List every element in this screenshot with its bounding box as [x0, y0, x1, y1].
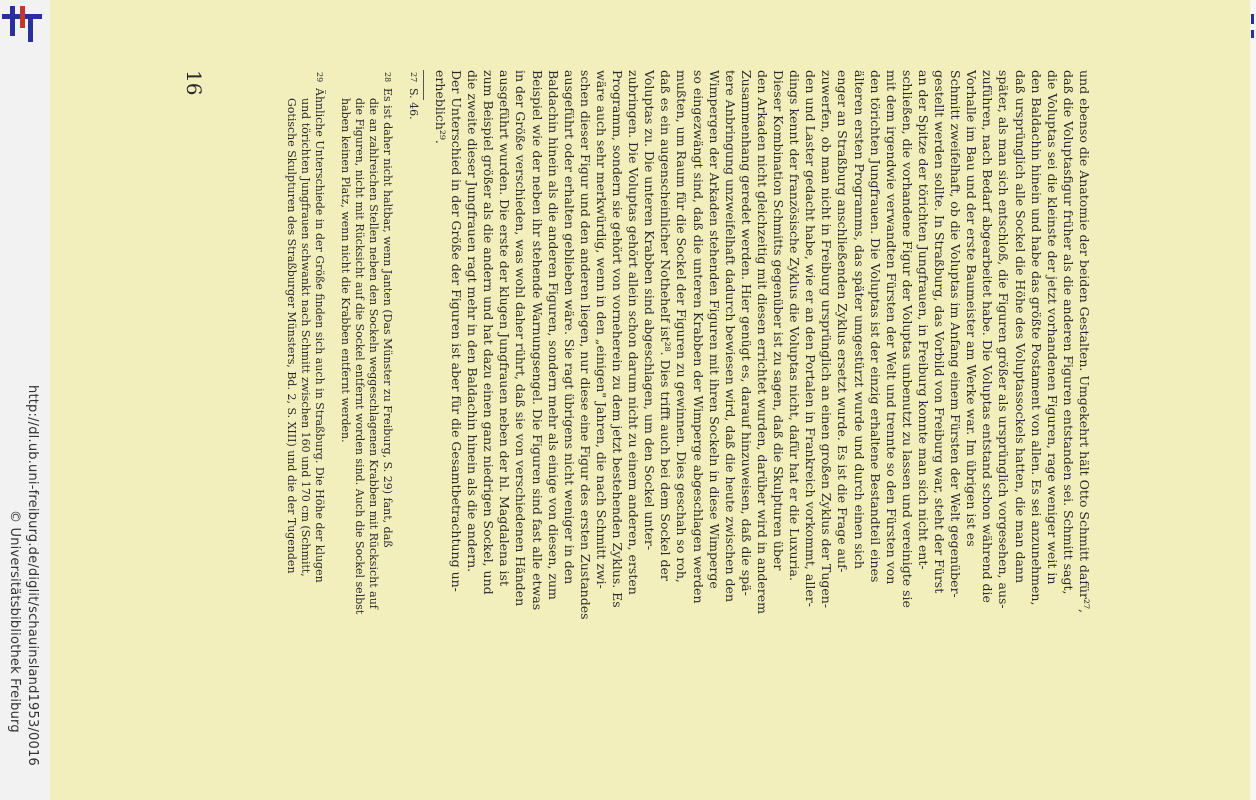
- footnote-number: 29: [315, 72, 324, 83]
- footnote-line: die Figuren, nicht mit Rücksicht auf die Sockel entfernt worden sind. Auch die Sockel selbst: [353, 98, 366, 615]
- text-line: tere Anbringung unzweifelhaft dadurch bewiesen wird, daß die heute zwischen den: [722, 70, 738, 602]
- text-line: zuwerfen, ob man nicht in Freiburg ursprünglich an einen großen Zyklus der Tugen-: [819, 70, 835, 609]
- text-line: und ebenso die Anatomie der beiden Gestalten. Umgekehrt hält Otto Schmitt dafür²⁷,: [1077, 70, 1092, 614]
- text-line: Zusammenhang geredet werden. Hier genügt es, darauf hinzuweisen, daß die spä-: [738, 70, 754, 596]
- text-line: den Baldachin hinein und habe das größte Postament von allen. Es sei anzunehmen,: [1028, 70, 1044, 606]
- text-line: die zweite dieser Jungfrauen ragt mehr in den Baldachin hinein als die andern.: [465, 70, 481, 573]
- page-text-rotated: [150, 60, 1110, 700]
- text-line: gestellt werden sollte. In Straßburg, das Vorbild von Freiburg war, steht der Fürst: [932, 70, 948, 594]
- text-line: Programm, sondern sie gehört von vorneherein zu dem jetzt bestehenden Zyklus. Es: [610, 70, 626, 608]
- footnote-line: Es ist daher nicht haltbar, wenn Janten (Das Münster zu Freiburg, S. 29) fant, daß: [381, 88, 394, 548]
- text-line: daß die Voluptasfigur früher als die anderen Figuren entstanden sei. Schmitt sagt,: [1060, 70, 1076, 595]
- text-line: daß es ein augenscheinlicher Nothehelf ist²⁸. Dies trifft auch bei dem Sockel der: [658, 70, 674, 581]
- footnote-line: haben keinen Platz, wenn nicht die Krabben entfernt werden.: [339, 98, 352, 443]
- viewer-sidebar: [0, 0, 50, 800]
- text-line: an der Spitze der törichten Jungfrauen, in Freiburg konnte man sich nicht ent-: [916, 70, 931, 570]
- text-line: ausgeführt oder erhalten geblieben wäre. Sie ragt übrigens nicht weniger in den: [561, 70, 577, 585]
- text-line: so eingezwängt sind, daß die unteren Krabben der Wimperge abgeschlagen werden: [690, 70, 706, 604]
- text-line: Baldachin hinein als die anderen Figuren, sondern mehr als einige von diesen, zum: [545, 70, 561, 600]
- text-line: den und Laster gedacht habe, wie er an den Portalen in Frankreich vorkommt, aller-: [803, 70, 819, 607]
- text-line: Dieser Kombination Schmitts gegenüber ist zu sagen, daß die Skulpturen über: [771, 70, 787, 571]
- text-line: dings kennt der französische Zyklus die Voluptas nicht, dafür hat er die Luxuria.: [787, 70, 803, 581]
- text-line: zum Beispiel größer als die andern und hat dazu einen ganz niedrigen Sockel, und: [481, 70, 497, 595]
- text-line: später, als man sich entschloß, die Figuren größer als ursprünglich vorgesehen, aus-: [996, 70, 1012, 609]
- edge-marker: [1251, 14, 1254, 24]
- footnote-line: Gotische Skulpturen des Straßburger Münsters, Bd. 2, S. XIII) und die der Tugenden: [285, 98, 298, 574]
- text-line: enger an Straßburg anschließenden Zyklus ersetzt wurde. Es ist die Frage auf-: [835, 70, 851, 573]
- text-line: Voluptas zu. Die unteren Krabben sind abgeschlagen, um den Sockel unter-: [642, 70, 658, 551]
- text-line: daß ursprünglich alle Sockel die Höhe des Voluptassockels hatten, die man dann: [1012, 70, 1028, 584]
- text-line: den törichten Jungfrauen. Die Voluptas ist der einzig erhaltene Bestandteil eines: [867, 70, 883, 583]
- text-line: ausgeführt wurden. Die erste der klugen Jungfrauen neben der hl. Magdalena ist: [497, 70, 513, 586]
- text-line: zubringen. Die Voluptas gehört allein schon darum nicht zu einem anderen, ersten: [626, 70, 642, 595]
- text-line: Schmitt zweifelhaft, ob die Voluptas im Anfang einem Fürsten der Welt gegenüber-: [948, 70, 964, 598]
- right-edge-strip: [1250, 0, 1256, 800]
- text-line: den Arkaden nicht gleichzeitig mit diesen errichtet wurden, darüber wird in anderem: [755, 70, 770, 615]
- footnote-line: S. 46.: [407, 88, 420, 120]
- text-line: erheblich²⁹.: [433, 70, 448, 144]
- text-line: zuführen, nach Bedarf abgearbeitet habe. Die Voluptas entstand schon während die: [980, 70, 996, 603]
- footnote-line: die an zahlreichen Stellen neben den Sockeln weggeschlagenen Krabben mit Rücksicht auf: [367, 98, 380, 609]
- footnote-number: 28: [383, 72, 392, 83]
- text-line: älteren ersten Programms, das später umgestürzt wurde und durch einen sich: [851, 70, 867, 569]
- text-line: Vorhalle im Bau und der erste Baumeister am Werke war. Im übrigen ist es: [964, 70, 980, 547]
- source-url[interactable]: http://dl.ub.uni-freiburg.de/diglit/schauinsland1953/0016: [25, 385, 40, 766]
- footnote-number: 27: [409, 72, 418, 83]
- text-line: die Voluptas sei die kleinste der jetzt vorhandenen Figuren, rage weniger weit in: [1044, 70, 1060, 585]
- text-line: wäre auch sehr merkwürdig, wenn in den „einigen" Jahren, die nach Schmitt zwi-: [594, 70, 609, 589]
- footnote-rule: [423, 70, 424, 100]
- footnote-line: und törichten Jungfrauen schwankt nach Schmitt zwischen 160 und 170 cm (Schmitt,: [299, 98, 312, 577]
- sidebar-source-info: [6, 0, 46, 800]
- text-line: Beispiel wie der neben ihr stehende Warnungsengel. Die Figuren sind fast alle etwas: [529, 70, 545, 611]
- text-line: Der Unterschied in der Größe der Figuren ist aber für die Gesamtbetrachtung un-: [449, 70, 465, 592]
- footnote-line: Ähnliche Unterschiede in der Größe finden sich auch in Straßburg. Die Höhe der klugen: [313, 88, 326, 583]
- copyright-notice: © Universitätsbibliothek Freiburg: [7, 510, 22, 733]
- text-line: schließen, die vorhandene Figur der Voluptas unbenutzt zu lassen und vereinigte sie: [899, 70, 915, 608]
- page-number: 16: [182, 70, 206, 96]
- edge-marker: [1251, 30, 1254, 38]
- text-line: mußten, um Raum für die Sockel der Figuren zu gewinnen. Dies geschah so roh,: [674, 70, 690, 583]
- text-line: Wimpergen der Arkaden stehenden Figuren mit ihren Sockeln in diese Wimperge: [706, 70, 722, 589]
- text-line: in der Größe verschieden, was wohl daher rührt, daß sie von verschiedenen Händen: [513, 70, 529, 607]
- text-line: schen dieser Figur und den anderen liegen, nur diese eine Figur des ersten Zustandes: [577, 70, 593, 620]
- text-line: mit dem irgendwie verwandten Fürsten der Welt und trennte so den Fürsten von: [883, 70, 899, 585]
